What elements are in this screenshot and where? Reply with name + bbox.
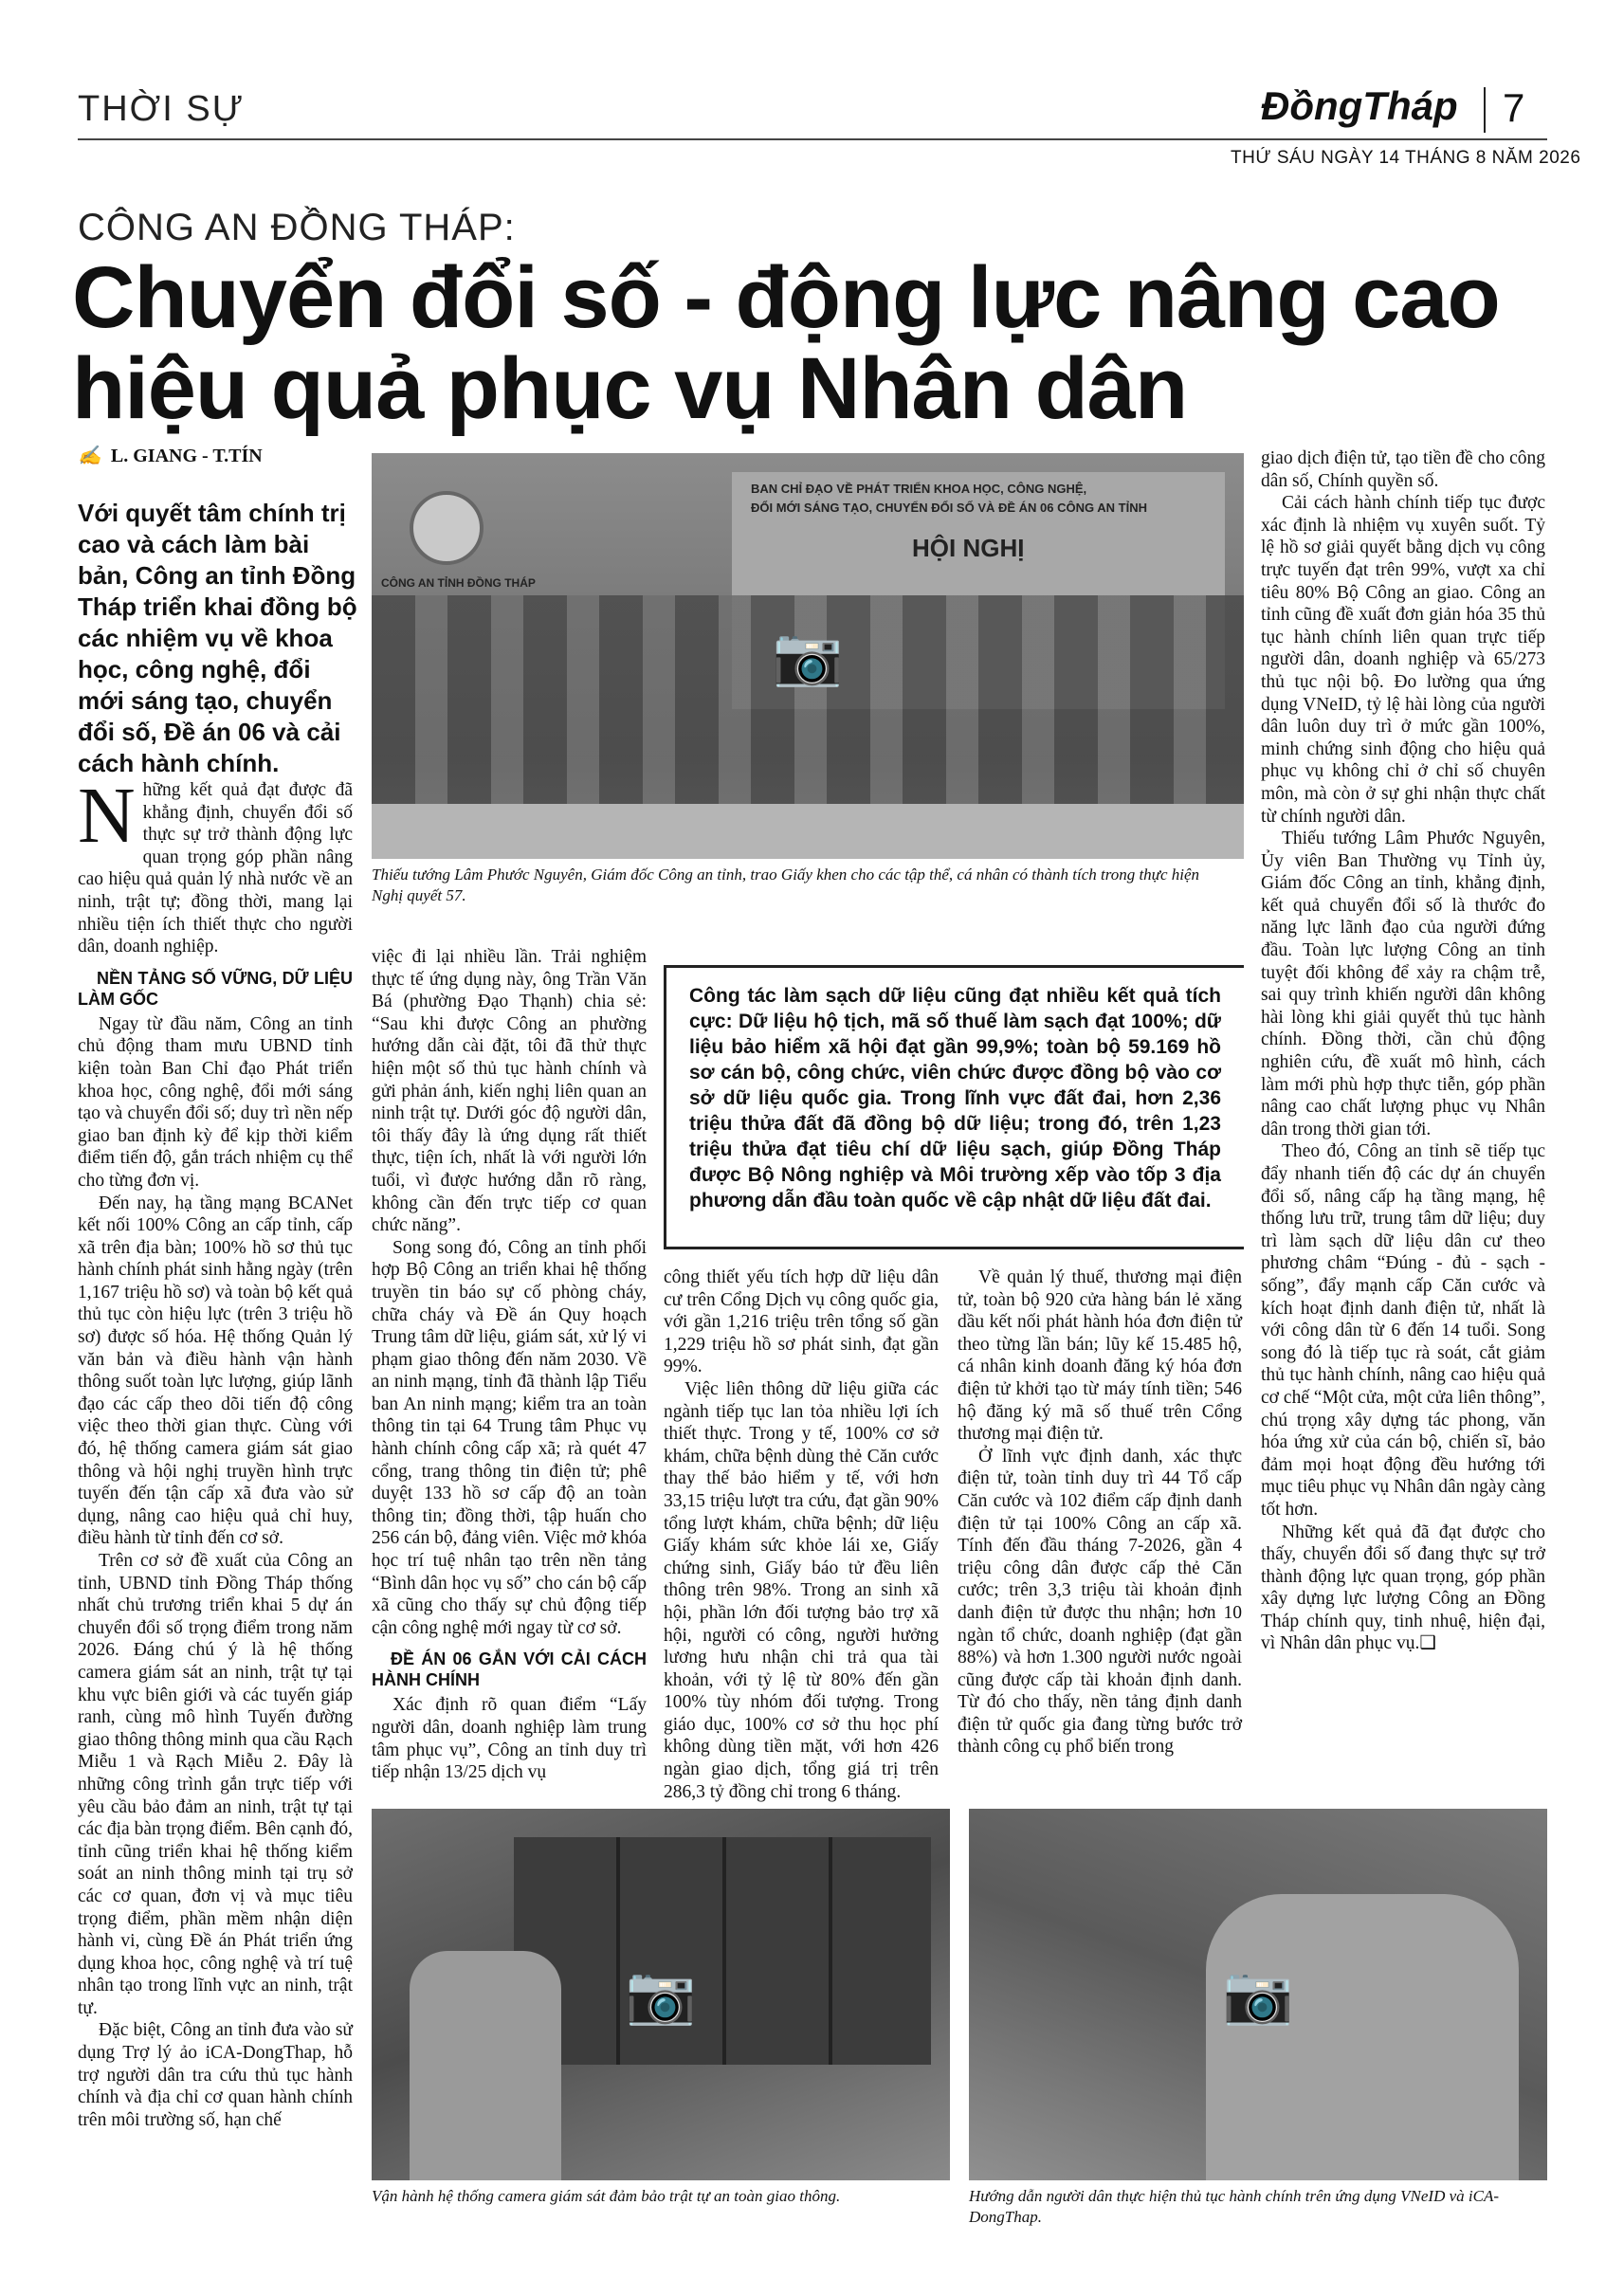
col2-paragraph-3: Xác định rõ quan điểm “Lấy người dân, doanh nghiệp làm trung tâm phục vụ”, Công an tỉnh duy trì tiếp nhận 13/25 dịch vụ (372, 1695, 647, 1783)
col3-paragraph-1: công thiết yếu tích hợp dữ liệu dân cư trên Cổng Dịch vụ công quốc gia, với gần 1,216 triệu trên tổng số gần 1,229 triệu hồ sơ phát sinh, đạt gần 99%. (664, 1267, 939, 1377)
col5-paragraph-2: Cải cách hành chính tiếp tục được xác định là nhiệm vụ xuyên suốt. Tỷ lệ hồ sơ giải quyết bằng dịch vụ công trực tuyến đạt trên 99%, vượt xa chỉ tiêu 80% Bộ Công an giao. Công an tỉnh cũng đề xuất đơn giản hóa 35 thủ tục hành chính liên quan trực tiếp người dân, doanh nghiệp và 65/273 thủ tục nội bộ. Đo lường qua ứng dụng VNeID, tỷ lệ hài lòng của người dân luôn duy trì ở mức gần 100%, minh chứng sinh động cho hiệu quả phục vụ không chỉ ở chỉ số chuyên môn, mà còn ở sự ghi nhận thực chất từ chính người dân. (1261, 493, 1545, 827)
page-number: 7 (1503, 85, 1525, 130)
col1-paragraph-3: Đến nay, hạ tầng mạng BCANet kết nối 100% Công an cấp tỉnh, cấp xã trên địa bàn; 100% hồ sơ thủ tục hành chính phát sinh hằng ngày (trên 1,167 triệu hồ sơ) và toàn bộ kết quả thủ tục còn hiệu lực (trên 3 triệu hồ sơ) được số hóa. Hệ thống Quản lý văn bản và điều hành vận hành thông suốt toàn lực lượng, giúp lãnh đạo các cấp theo dõi tiến độ công việc theo thời gian thực. Cùng với đó, hệ thống camera giám sát giao thông và hội nghị truyền hình trực tuyến đến tận cấp xã đưa vào sử dụng, nâng cao hiệu quả chỉ huy, điều hành từ tỉnh đến cơ sở. (78, 1193, 353, 1549)
col1-paragraph-4: Trên cơ sở đề xuất của Công an tỉnh, UBND tỉnh Đồng Tháp thống nhất chủ trương triển khai 5 dự án chuyển đổi số trọng điểm trong năm 2026. Đáng chú ý là hệ thống camera giám sát an ninh, trật tự tại khu vực biên giới và các tuyến giáp ranh, cùng mô hình Tuyến đường giao thông thông minh qua cầu Rạch Miễu 1 và Rạch Miễu 2. Đây là những công trình gắn trực tiếp với yêu cầu bảo đảm an ninh, trật tự tại các địa bàn trọng điểm. Bên cạnh đó, tỉnh cũng triển khai hệ thống kiểm soát an ninh thông minh tại trụ sở các cơ quan, đơn vị và mục tiêu trọng điểm, phần mềm nhận diện hành vi, cùng Đề án Phát triển ứng dụng khoa học, công nghệ và trí tuệ nhân tạo trong lĩnh vực an ninh, trật tự. (78, 1551, 353, 2018)
newspaper-logo: ĐồngTháp (1261, 83, 1458, 128)
pen-icon: ✍ (78, 446, 101, 466)
floor (372, 804, 1244, 859)
col1-paragraph-1: Những kết quả đạt được đã khẳng định, chuyển đổi số thực sự trở thành động lực quan trọng góp phần nâng cao hiệu quả quản lý nhà nước về an ninh, trật tự; đồng thời, mang lại nhiều tiện ích thiết thực cho người dân, doanh nghiệp. (78, 772, 353, 957)
col5-paragraph-3: Thiếu tướng Lâm Phước Nguyên, Ủy viên Ban Thường vụ Tỉnh ủy, Giám đốc Công an tỉnh, khẳng định, kết quả chuyển đổi số là thước đo năng lực lãnh đạo của người đứng đầu. Toàn lực lượng Công an tỉnh tuyệt đối không để xảy ra chậm trễ, sai quy trình khiến người dân không hài lòng khi giải quyết thủ tục hành chính. Đồng thời, cần chủ động nghiên cứu, đề xuất mô hình, cách làm mới phù hợp thực tiễn, góp phần nâng cao chất lượng phục vụ Nhân dân trong thời gian tới. (1261, 829, 1545, 1139)
col5-paragraph-5: Những kết quả đã đạt được cho thấy, chuyển đổi số đang thực sự trở thành động lực quan trọng, góp phần xây dựng lực lượng Công an Đồng Tháp chính quy, tinh nhuệ, hiện đại, vì Nhân dân phục vụ.❑ (1261, 1522, 1545, 1654)
banner-title: HỘI NGHỊ (912, 534, 1025, 562)
col1-paragraph-2: Ngay từ đầu năm, Công an tỉnh chủ động tham mưu UBND tỉnh kiện toàn Ban Chỉ đạo Phát triển khoa học, công nghệ, đổi mới sáng tạo và chuyển đổi số; duy trì nền nếp giao ban định kỳ để kịp thời kiểm điểm tiến độ, gắn trách nhiệm cụ thể cho từng đơn vị. (78, 1013, 353, 1191)
subheading-2: ĐỀ ÁN 06 GẮN VỚI CẢI CÁCH HÀNH CHÍNH (372, 1649, 647, 1690)
drop-cap: N (78, 772, 136, 860)
photo-caption-main: Thiếu tướng Lâm Phước Nguyên, Giám đốc Công an tỉnh, trao Giấy khen cho các tập thể, cá nhân có thành tích trong thực hiện Nghị quyết 57. (372, 866, 1200, 904)
byline: ✍ L. GIANG - T.TÍN (78, 446, 263, 466)
col4-paragraph-2: Ở lĩnh vực định danh, xác thực điện tử, toàn tỉnh duy trì 44 Tổ cấp Căn cước và 102 điểm cấp định danh điện tử tại 100% Công an cấp xã. Tính đến đầu tháng 7-2026, gần 4 triệu công dân được cấp thẻ Căn cước; trên 3,3 triệu tài khoản định danh điện tử được thu nhận; hơn 10 ngàn tổ chức, doanh nghiệp (đạt gần 88%) và hơn 1.300 người nước ngoài cũng được cấp tài khoản định danh. Từ đó cho thấy, nền tảng định danh điện tử quốc gia đang từng bước trở thành công cụ phổ biến trong (958, 1446, 1242, 1758)
col3-paragraph-2: Việc liên thông dữ liệu giữa các ngành tiếp tục lan tỏa nhiều lợi ích thiết thực. Trong y tế, 100% cơ sở khám, chữa bệnh dùng thẻ Căn cước thay thế bảo hiểm y tế, với hơn 33,15 triệu lượt tra cứu, đạt gần 90% tổng lượt khám, chữa bệnh; dữ liệu Giấy khám sức khỏe lái xe, Giấy chứng sinh, Giấy báo tử đều liên thông trên 98%. Trong an sinh xã hội, phần lớn đối tượng bảo trợ xã hội, người có công, người hưởng lương hưu nhận chi trả qua tài khoản, với tỷ lệ từ 80% đến gần 100% tùy nhóm đối tượng. Trong giáo dục, 100% cơ sở thu học phí không dùng tiền mặt, với hơn 426 ngàn giao dịch, tổng giá trị trên 286,3 tỷ đồng chỉ trong 6 tháng. (664, 1378, 939, 1802)
photo-caption-bottom-left: Vận hành hệ thống camera giám sát đảm bảo trật tự an toàn giao thông. (372, 2187, 841, 2205)
headline-line-2: hiệu quả phục vụ Nhân dân (72, 340, 1188, 437)
photo-camera-control-room (372, 1809, 950, 2180)
header-divider (1484, 87, 1486, 133)
officers (410, 1951, 561, 2180)
col1-paragraph-5: Đặc biệt, Công an tỉnh đưa vào sử dụng Trợ lý ảo iCA-DongThap, hỗ trợ người dân tra cứu thủ tục hành chính và địa chỉ cơ quan hành chính trên môi trường số, hạn chế (78, 2020, 353, 2130)
pullquote-box (664, 965, 1244, 1249)
column-5 (1261, 447, 1545, 1655)
photo-award-ceremony (372, 453, 1244, 859)
police-emblem (410, 491, 484, 565)
banner-line-2: ĐỔI MỚI SÁNG TẠO, CHUYỂN ĐỔI SỐ VÀ ĐỀ ÁN 06 CÔNG AN TỈNH (751, 501, 1147, 515)
issue-date: THỨ SÁU NGÀY 14 THÁNG 8 NĂM 2026 (1231, 148, 1581, 168)
column-3 (664, 1266, 939, 1803)
article-kicker: CÔNG AN ĐỒNG THÁP: (78, 207, 516, 248)
article-headline (72, 249, 1551, 437)
headline-line-1: Chuyển đổi số - động lực nâng cao (72, 249, 1500, 346)
article-lead: Với quyết tâm chính trị cao và cách làm bài bản, Công an tỉnh Đồng Tháp triển khai đồng bộ các nhiệm vụ về khoa học, công nghệ, đổi mới sáng tạo, chuyển đổi số, Đề án 06 và cải cách hành chính. (78, 499, 357, 777)
col5-paragraph-1: giao dịch điện tử, tạo tiền đề cho công dân số, Chính quyền số. (1261, 448, 1545, 491)
pullquote-text: Công tác làm sạch dữ liệu cũng đạt nhiều kết quả tích cực: Dữ liệu hộ tịch, mã số thuế làm sạch đạt 100%; dữ liệu bảo hiểm xã hội đạt gần 99,9%; toàn bộ 59.169 hồ sơ cán bộ, công chức, viên chức được đồng bộ vào cơ sở dữ liệu quốc gia. Trong lĩnh vực đất đai, hơn 2,36 triệu thửa đất đã đồng bộ dữ liệu; trong đó, trên 1,23 triệu thửa đạt tiêu chí dữ liệu sạch, giúp Đồng Tháp được Bộ Nông nghiệp và Môi trường xếp vào tốp 3 địa phương dẫn đầu toàn quốc về cập nhật dữ liệu đất đai. (689, 985, 1221, 1212)
column-4 (958, 1266, 1242, 1758)
header-rule (78, 138, 1547, 140)
photo-vneid-guidance (969, 1809, 1547, 2180)
col2-paragraph-1: việc đi lại nhiều lần. Trải nghiệm thực tế ứng dụng này, ông Trần Văn Bá (phường Đạo Thạnh) chia sẻ: “Sau khi được Công an phường hướng dẫn cài đặt, tôi đã thử thực hiện một số thủ tục hành chính và gửi phản ánh, kiến nghị liên quan an ninh trật tự. Dưới góc độ người dân, tôi thấy đây là ứng dụng rất thiết thực, tiện ích, nhất là với người lớn tuổi, vì được hướng dẫn rõ ràng, không cần đến trực tiếp cơ quan chức năng”. (372, 947, 647, 1236)
photo-caption-bottom-right: Hướng dẫn người dân thực hiện thủ tục hành chính trên ứng dụng VNeID và iCA-DongThap. (969, 2187, 1500, 2226)
col4-paragraph-1: Về quản lý thuế, thương mại điện tử, toàn bộ 920 cửa hàng bán lẻ xăng dầu kết nối phát hành hóa đơn điện tử theo từng lần bán; lũy kế 15.485 hộ, cá nhân kinh doanh đăng ký hóa đơn điện tử khởi tạo từ máy tính tiền; 546 hộ đăng ký mã số thuế trên Cổng thương mại điện tử. (958, 1267, 1242, 1445)
camera-icon: 📷 (625, 1961, 697, 2029)
officer-and-citizen (1206, 1894, 1519, 2180)
subheading-1: NỀN TẢNG SỐ VỮNG, DỮ LIỆU LÀM GỐC (78, 968, 353, 1009)
banner-line-1: BAN CHỈ ĐẠO VỀ PHÁT TRIỂN KHOA HỌC, CÔNG NGHỆ, (751, 482, 1087, 496)
end-mark-icon: ❑ (1419, 1633, 1436, 1654)
camera-icon: 📷 (1222, 1961, 1294, 2029)
col2-paragraph-2: Song song đó, Công an tỉnh phối hợp Bộ Công an triển khai hệ thống truyền tin báo sự cố phòng cháy, chữa cháy và Đề án Quy hoạch Trung tâm dữ liệu, giám sát, xử lý vi phạm giao thông đến năm 2030. Về an ninh mạng, tỉnh đã thành lập Tiểu ban An ninh mạng; kiểm tra an toàn thông tin tại 64 Trung tâm Phục vụ hành chính công cấp xã; rà quét 47 cổng, trang thông tin điện tử; phê duyệt 133 hồ sơ cấp độ an toàn thông tin; đồng thời, tập huấn cho 256 cán bộ, đảng viên. Việc mở khóa học trí tuệ nhân tạo trên nền tảng “Bình dân học vụ số” cho cán bộ cấp xã cũng cho thấy sự chủ động tiếp cận công nghệ mới ngay từ cơ sở. (372, 1237, 647, 1638)
office-sign: CÔNG AN TỈNH ĐỒNG THÁP (381, 576, 536, 590)
column-1 (78, 772, 353, 2131)
video-wall (514, 1837, 931, 2065)
col5-paragraph-4: Theo đó, Công an tỉnh sẽ tiếp tục đẩy nhanh tiến độ các dự án chuyển đổi số, nâng cấp hạ tầng mạng, hệ thống lưu trữ, trung tâm dữ liệu; duy trì làm sạch dữ liệu dân cư theo phương châm “Đúng - đủ - sạch - sống”, đẩy mạnh cấp Căn cước và kích hoạt định danh điện tử, nhất là với công dân từ 6 đến 14 tuổi. Song song đó là tiếp tục rà soát, cắt giảm thủ tục hành chính, nâng cao hiệu quả cơ chế “Một cửa, một cửa liên thông”, chú trọng xây dựng tác phong, văn hóa ứng xử của cán bộ, chiến sĩ, bảo đảm mọi hoạt động đều hướng tới mục tiêu phục vụ Nhân dân ngày càng tốt hơn. (1261, 1141, 1545, 1520)
section-label: THỜI SỰ (78, 89, 246, 129)
camera-icon: 📷 (772, 623, 844, 690)
column-2 (372, 946, 647, 1784)
